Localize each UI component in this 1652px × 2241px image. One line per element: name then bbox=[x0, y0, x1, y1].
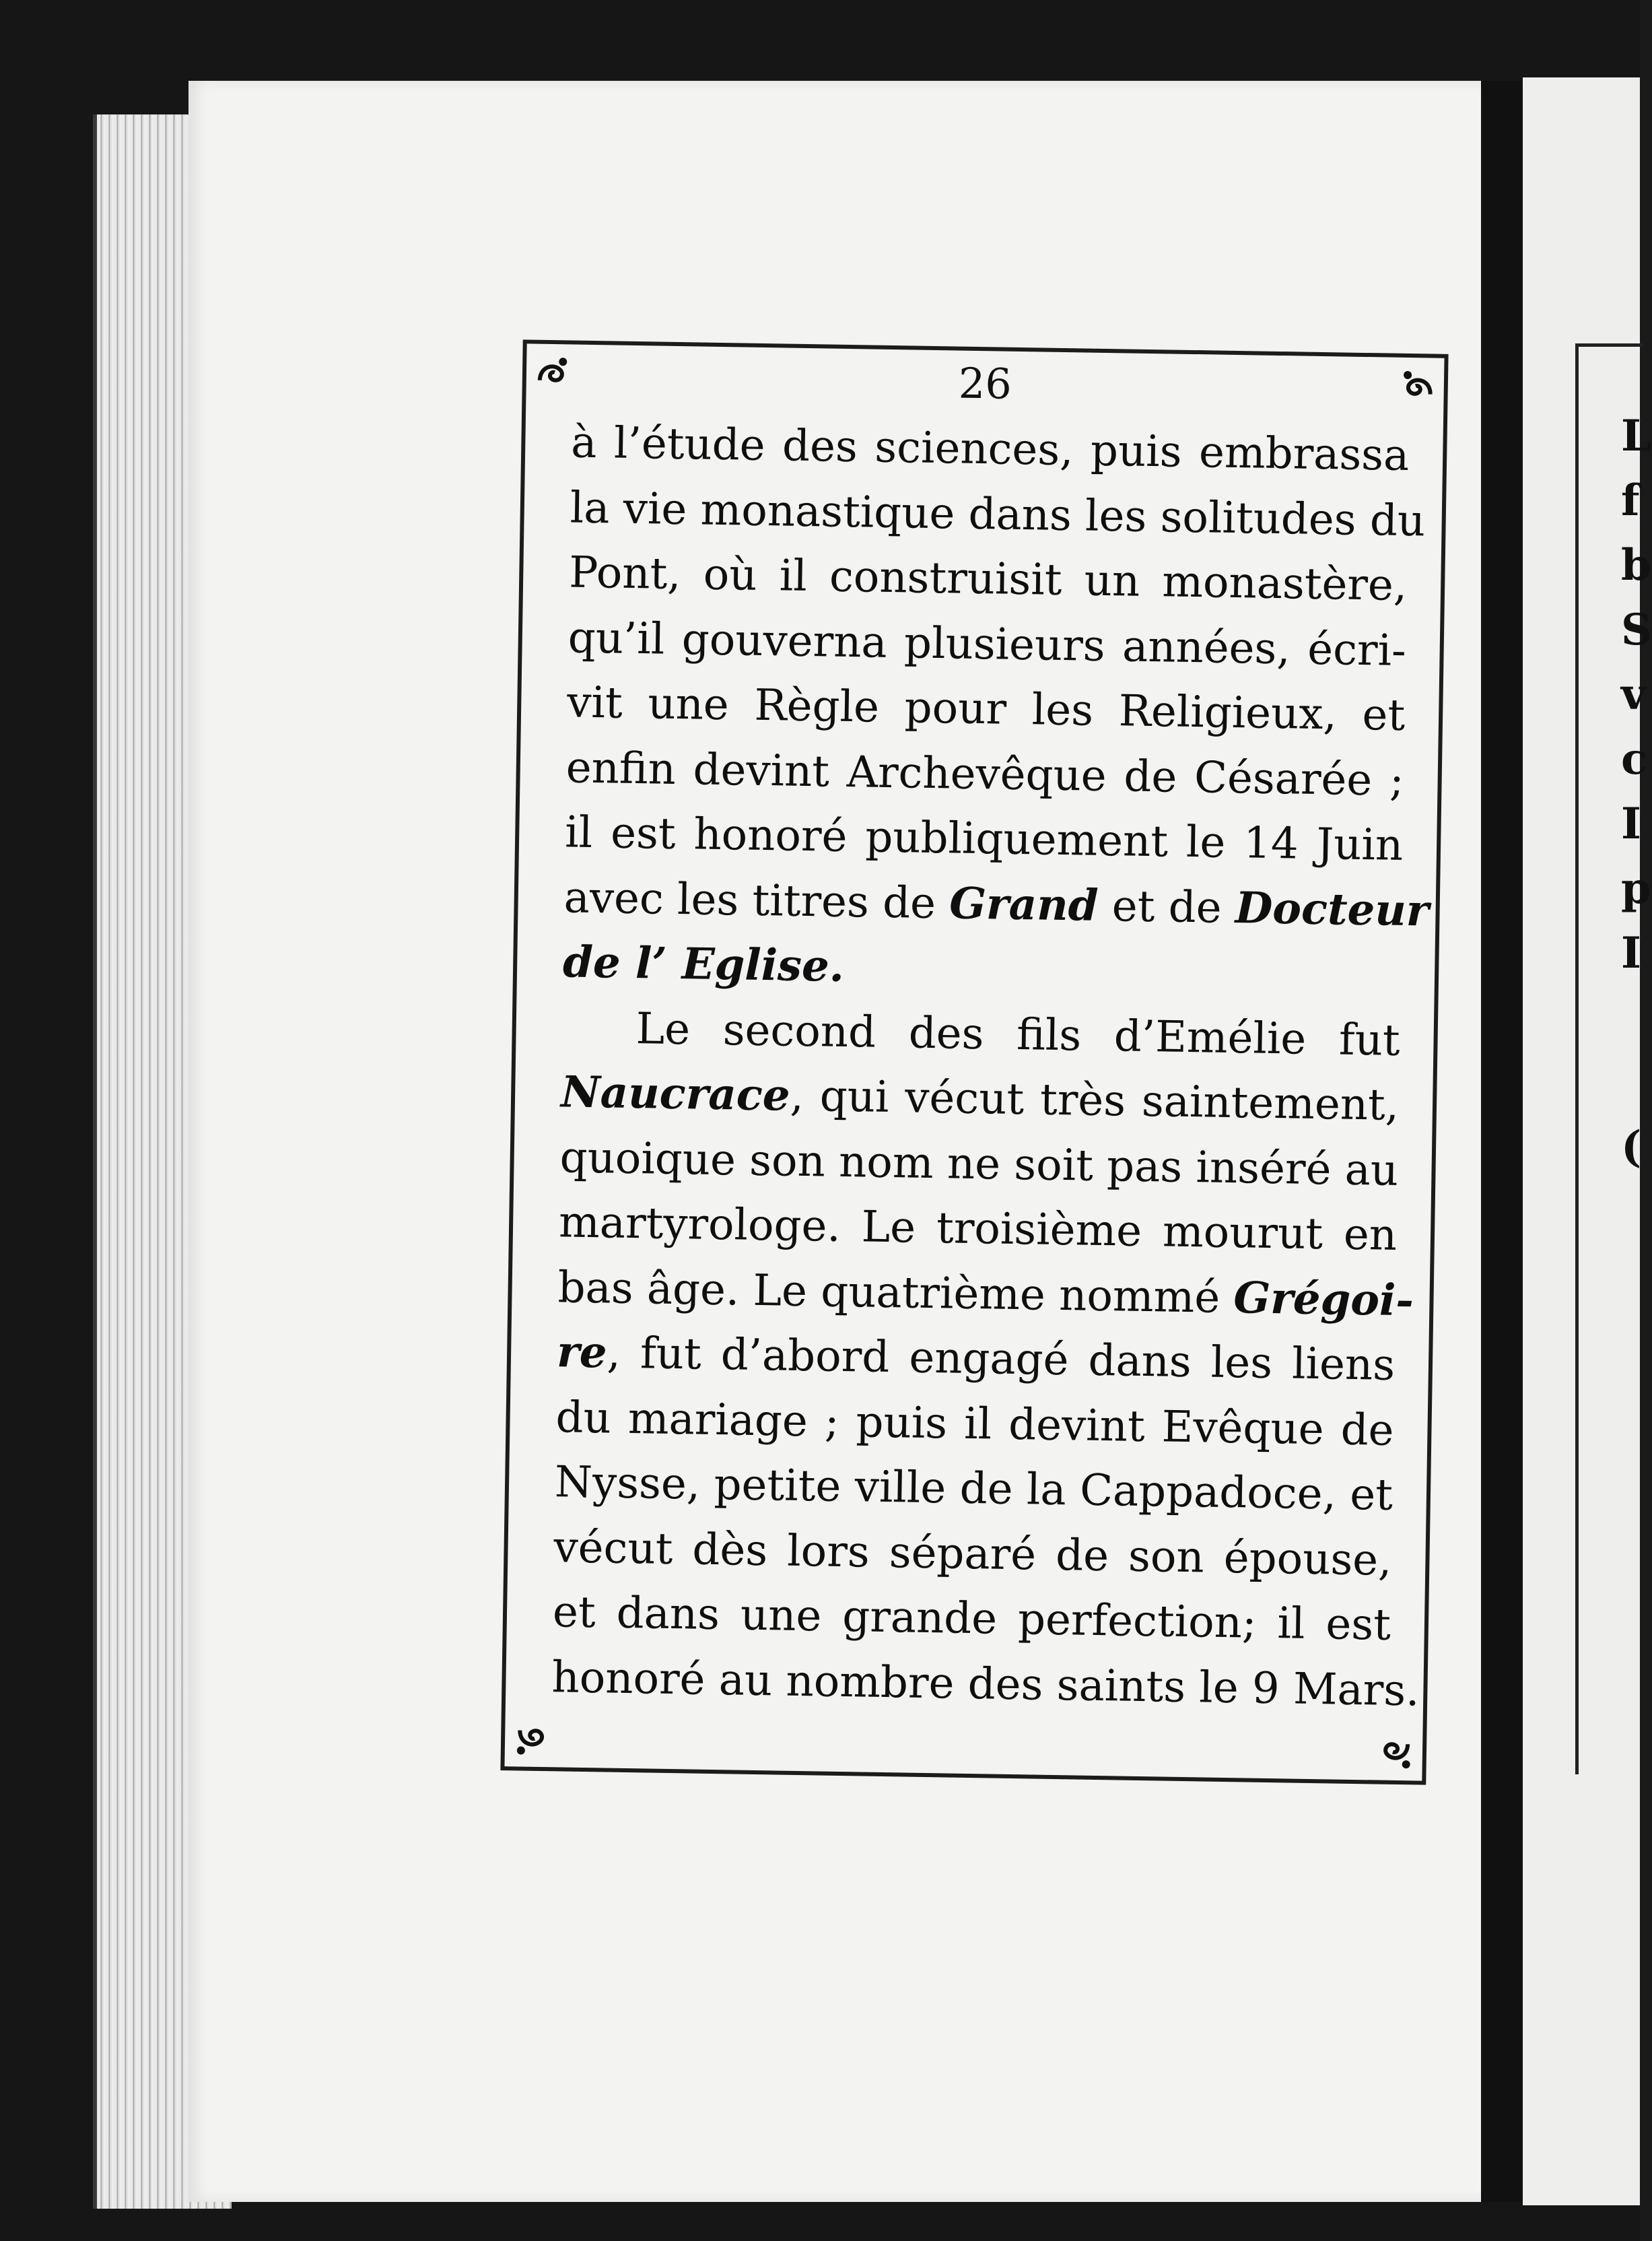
fragment-letter bbox=[1621, 1438, 1648, 1503]
text-run: qu’il gouverna plusieurs années, écri- bbox=[567, 612, 1407, 676]
text-run: il est honoré publiquement le 14 Juin bbox=[564, 807, 1404, 871]
ornament-icon bbox=[1377, 1733, 1415, 1772]
italic-text: de l’ Eglise. bbox=[562, 937, 845, 992]
text-run: et dans une grande perfection; il est bbox=[552, 1587, 1391, 1650]
text-run: martyrologe. Le troisième mourut en bbox=[558, 1197, 1398, 1261]
page-number: 26 bbox=[958, 358, 1012, 409]
text-frame bbox=[500, 339, 1448, 1784]
italic-text: Docteur bbox=[1235, 882, 1430, 937]
fragment-letter: c bbox=[1621, 734, 1647, 784]
fragment-letter: b bbox=[1621, 540, 1651, 591]
italic-text: re bbox=[556, 1327, 608, 1378]
fragment-letter: I bbox=[1621, 799, 1641, 849]
text-line bbox=[571, 410, 1410, 488]
text-run: et de bbox=[1097, 881, 1236, 933]
fragment-letter: I bbox=[1621, 928, 1641, 978]
fragment-letter bbox=[1621, 986, 1648, 1050]
italic-text: Grand bbox=[949, 877, 1099, 931]
text-line bbox=[551, 1645, 1420, 1723]
text-run: honoré au nombre des saints le 9 Mars. bbox=[551, 1652, 1420, 1716]
text-line bbox=[556, 1320, 1395, 1398]
text-line bbox=[558, 1190, 1397, 1268]
text-line bbox=[567, 670, 1406, 748]
text-run: Le second des fils d’Emélie fut bbox=[635, 1003, 1401, 1066]
fragment-letter bbox=[1621, 1826, 1648, 1891]
text-line bbox=[565, 800, 1404, 878]
fragment-letter bbox=[1621, 1180, 1648, 1244]
text-run: du mariage ; puis il devint Evêque de bbox=[555, 1392, 1395, 1456]
text-run: Nysse, petite ville de la Cappadoce, et bbox=[554, 1457, 1393, 1520]
text-line bbox=[554, 1450, 1393, 1528]
text-run: , qui vécut très saintement, bbox=[789, 1071, 1400, 1131]
fragment-letter bbox=[1621, 1309, 1648, 1374]
text-run: vécut dès lors séparé de son épouse, bbox=[553, 1522, 1393, 1586]
fragment-letter: L bbox=[1621, 411, 1651, 461]
right-page-text-fragment bbox=[1621, 404, 1652, 2020]
fragment-letter bbox=[1621, 1762, 1648, 1826]
fragment-letter: f bbox=[1621, 475, 1640, 526]
fragment-letter: ( bbox=[1621, 1122, 1642, 1172]
text-run: à l’étude des sciences, puis embrassa bbox=[570, 417, 1410, 481]
fragment-letter bbox=[1621, 1374, 1648, 1438]
text-run: vit une Règle pour les Religieux, et bbox=[566, 677, 1406, 741]
fragment-letter bbox=[1621, 1568, 1648, 1632]
body-text bbox=[551, 410, 1430, 1722]
text-line bbox=[560, 1060, 1399, 1138]
fragment-letter bbox=[1621, 1891, 1648, 1955]
text-run: Pont, où il construisit un monastère, bbox=[568, 547, 1408, 611]
text-run: , fut d’abord engagé dans les liens bbox=[607, 1328, 1396, 1391]
fragment-letter bbox=[1621, 1050, 1648, 1115]
fragment-letter bbox=[1621, 1955, 1648, 2020]
fragment-letter: S bbox=[1621, 605, 1652, 655]
text-run: enfin devint Archevêque de Césarée ; bbox=[565, 742, 1405, 806]
text-line bbox=[569, 540, 1408, 618]
fragment-letter bbox=[1621, 1697, 1648, 1762]
italic-text: Naucrace bbox=[560, 1067, 791, 1121]
fragment-letter: v bbox=[1621, 669, 1647, 720]
italic-text: Grégoi- bbox=[1233, 1272, 1414, 1326]
fragment-letter bbox=[1621, 1503, 1648, 1568]
text-line bbox=[562, 930, 1401, 1008]
text-run: avec les titres de bbox=[563, 872, 950, 929]
ornament-icon bbox=[513, 1719, 551, 1758]
text-run: la vie monastique dans les solitudes du bbox=[570, 482, 1426, 546]
text-run: quoique son nom ne soit pas inséré au bbox=[559, 1132, 1399, 1196]
fragment-letter bbox=[1621, 1244, 1648, 1309]
text-run: bas âge. Le quatrième nommé bbox=[557, 1262, 1235, 1323]
text-line bbox=[552, 1580, 1391, 1658]
fragment-letter bbox=[1621, 1632, 1648, 1697]
fragment-letter: p bbox=[1621, 863, 1651, 914]
book-gutter bbox=[1481, 81, 1523, 2202]
